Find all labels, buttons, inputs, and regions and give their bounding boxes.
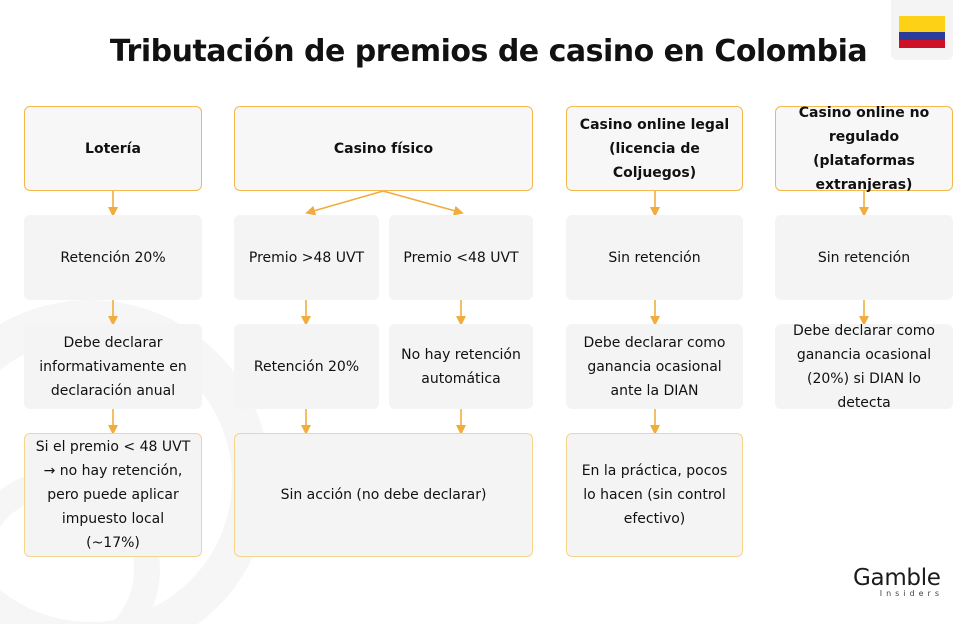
casino-fisico-branch-b-label: Premio <48 UVT bbox=[403, 249, 519, 266]
logo-sub: Insiders bbox=[879, 589, 943, 598]
online-no-regulado-step1-label: Sin retención bbox=[817, 249, 911, 266]
online-no-regulado-header bbox=[775, 106, 953, 191]
casino-fisico-result-retencion bbox=[234, 324, 379, 409]
arrow-fisico-split-a bbox=[310, 191, 383, 212]
online-legal-header bbox=[566, 106, 743, 191]
casino-fisico-final-label: Sin acción (no debe declarar) bbox=[280, 487, 487, 503]
casino-fisico-branch-a-result: Retención 20% bbox=[253, 358, 360, 375]
logo-word: Gamble bbox=[853, 565, 941, 591]
loteria-step2-label: Debe declarar informativamente en declaración anual bbox=[39, 334, 187, 399]
online-legal-header-label: Casino online legal (licencia de Coljuegos) bbox=[579, 116, 730, 181]
online-no-regulado-step-declarar bbox=[775, 324, 953, 409]
online-legal-step-declarar bbox=[566, 324, 743, 409]
online-legal-step-retencion bbox=[566, 215, 743, 300]
online-legal-step3-label: En la práctica, pocos lo hacen (sin control efectivo) bbox=[581, 463, 728, 527]
loteria-step-retencion bbox=[24, 215, 202, 300]
gamble-insiders-logo bbox=[853, 565, 957, 598]
casino-fisico-header bbox=[234, 106, 533, 191]
loteria-step3-label: Si el premio < 48 UVT → no hay retención, pero puede aplicar impuesto local (~17%) bbox=[35, 439, 191, 551]
online-no-regulado-step2-label: Debe declarar como ganancia ocasional (20%) si DIAN lo detecta bbox=[792, 322, 936, 411]
casino-fisico-branch-a-label: Premio >48 UVT bbox=[248, 249, 365, 266]
loteria-step-premio-bajo bbox=[24, 433, 202, 557]
online-no-regulado-header-label: Casino online no regulado (plataformas extranjeras) bbox=[798, 104, 930, 193]
casino-fisico-result-sin-retencion bbox=[389, 324, 533, 409]
casino-fisico-header-label: Casino físico bbox=[333, 140, 434, 157]
online-legal-step1-label: Sin retención bbox=[608, 249, 701, 266]
page-title: Tributación de premios de casino en Colombia bbox=[109, 34, 868, 69]
casino-fisico-final bbox=[234, 433, 533, 557]
loteria-header-label: Lotería bbox=[85, 140, 141, 157]
casino-fisico-branch-mayor bbox=[234, 215, 379, 300]
casino-fisico-branch-menor bbox=[389, 215, 533, 300]
arrow-fisico-split-b bbox=[383, 191, 459, 212]
loteria-step1-label: Retención 20% bbox=[60, 249, 166, 266]
casino-fisico-branch-b-result: No hay retención automática bbox=[401, 346, 521, 387]
online-legal-step-practica bbox=[566, 433, 743, 557]
loteria-header bbox=[24, 106, 202, 191]
loteria-step-declarar bbox=[24, 324, 202, 409]
online-no-regulado-step-retencion bbox=[775, 215, 953, 300]
online-legal-step2-label: Debe declarar como ganancia ocasional ante la DIAN bbox=[583, 334, 726, 399]
